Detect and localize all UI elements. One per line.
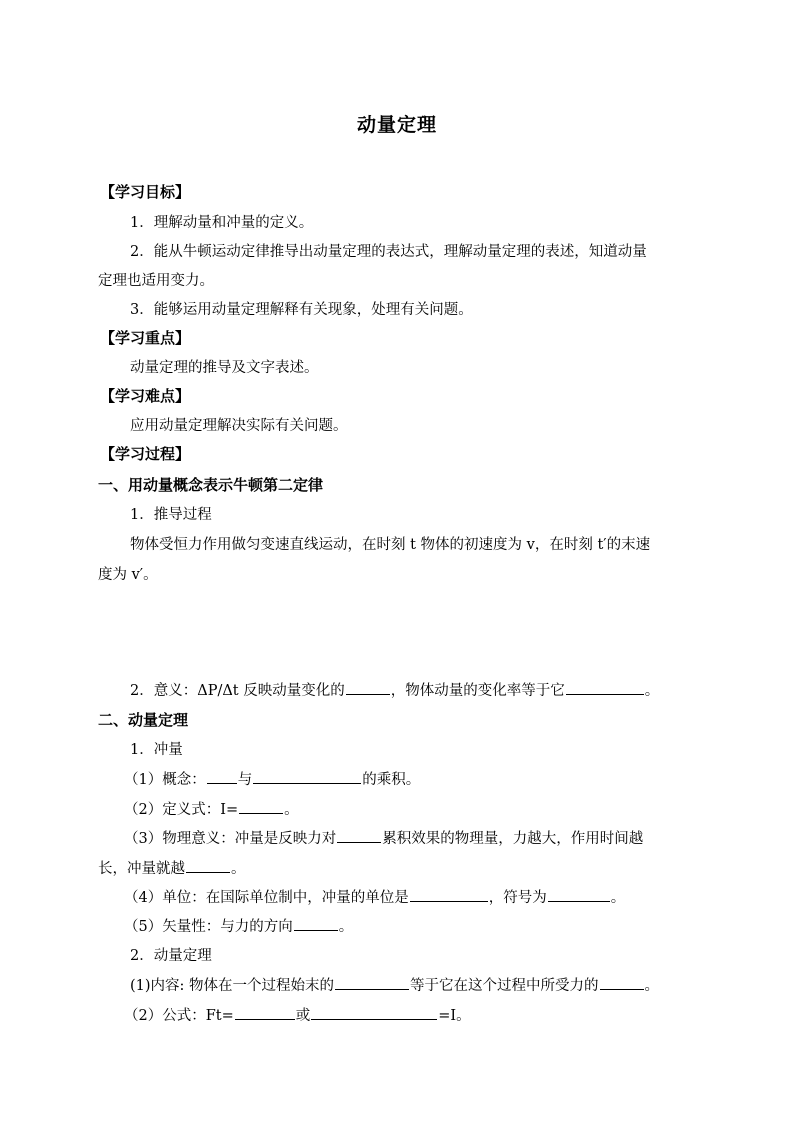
blank[interactable] — [410, 887, 488, 902]
section1-heading: 一、用动量概念表示牛顿第二定律 — [98, 476, 324, 494]
blank[interactable] — [566, 680, 644, 695]
content-part-b: 等于它在这个过程中所受力的 — [410, 978, 599, 994]
meaning-part-c: 。 — [644, 683, 660, 699]
objective-item-3: 3．能够运用动量定理解释有关现象，处理有关问题。 — [130, 302, 473, 318]
meaning-part-a: 2．意义：ΔP/Δt 反映动量变化的 — [130, 683, 345, 699]
blank[interactable] — [311, 1005, 437, 1020]
blank[interactable] — [253, 769, 361, 784]
process-heading: 【学习过程】 — [100, 445, 191, 463]
concept-part-b: 与 — [237, 772, 253, 788]
blank[interactable] — [337, 828, 381, 843]
vector-part-a: （5）矢量性：与力的方向 — [124, 919, 293, 935]
section1-text-line1: 物体受恒力作用做匀变速直线运动，在时刻 t 物体的初速度为 v，在时刻 t′的末速 — [130, 537, 651, 553]
page-title: 动量定理 — [356, 114, 437, 136]
physics-part-d: 。 — [231, 861, 246, 877]
difficulty-heading: 【学习难点】 — [100, 387, 191, 405]
section2-sub1: 1．冲量 — [130, 742, 183, 758]
vector-part-b: 。 — [338, 919, 354, 935]
concept-part-c: 的乘积。 — [362, 772, 421, 788]
section1-sub1: 1．推导过程 — [130, 507, 212, 523]
physics-line — [124, 828, 643, 849]
unit-line — [124, 887, 625, 908]
blank[interactable] — [235, 1005, 295, 1020]
objective-item-2-cont: 定理也适用变力。 — [98, 273, 214, 289]
blank[interactable] — [207, 769, 237, 784]
concept-line — [124, 769, 420, 790]
blank[interactable] — [186, 858, 230, 873]
blank[interactable] — [346, 680, 390, 695]
blank[interactable] — [239, 799, 283, 814]
formula-part-a: （2）定义式：I= — [124, 802, 239, 818]
physics-line-cont — [98, 858, 246, 879]
equation-part-a: （2）公式：Ft= — [124, 1008, 234, 1024]
objectives-heading: 【学习目标】 — [100, 183, 191, 201]
meaning-part-b: ，物体动量的变化率等于它 — [390, 683, 565, 699]
section2-sub2: 2．动量定理 — [130, 948, 212, 964]
blank[interactable] — [294, 916, 338, 931]
formula-part-b: 。 — [284, 802, 299, 818]
unit-part-a: （4）单位：在国际单位制中，冲量的单位是 — [124, 890, 409, 906]
concept-part-a: （1）概念： — [124, 772, 206, 788]
focus-text: 动量定理的推导及文字表述。 — [130, 360, 319, 376]
blank[interactable] — [548, 887, 610, 902]
physics-part-c: 长，冲量就越 — [98, 861, 185, 877]
objective-item-2: 2．能从牛顿运动定律推导出动量定理的表达式，理解动量定理的表述，知道动量 — [130, 244, 647, 260]
blank[interactable] — [600, 975, 644, 990]
content-line — [130, 975, 659, 996]
physics-part-a: （3）物理意义：冲量是反映力对 — [124, 831, 337, 847]
unit-part-c: 。 — [610, 890, 626, 906]
unit-part-b: ，符号为 — [488, 890, 547, 906]
difficulty-text: 应用动量定理解决实际有关问题。 — [130, 418, 348, 434]
vector-line — [124, 916, 353, 937]
objective-item-1: 1．理解动量和冲量的定义。 — [130, 215, 314, 231]
equation-part-b: 或 — [295, 1008, 311, 1024]
equation-line — [124, 1005, 471, 1026]
physics-part-b: 累积效果的物理量，力越大，作用时间越 — [382, 831, 644, 847]
section1-text-line2: 度为 v′。 — [98, 567, 158, 583]
focus-heading: 【学习重点】 — [100, 329, 191, 347]
section2-heading: 二、动量定理 — [98, 711, 189, 729]
blank[interactable] — [335, 975, 409, 990]
content-part-a: (1)内容: 物体在一个过程始末的 — [130, 978, 335, 994]
content-part-c: 。 — [644, 978, 660, 994]
equation-part-c: =I。 — [438, 1008, 471, 1024]
meaning-line — [130, 680, 659, 701]
formula-line — [124, 799, 299, 820]
